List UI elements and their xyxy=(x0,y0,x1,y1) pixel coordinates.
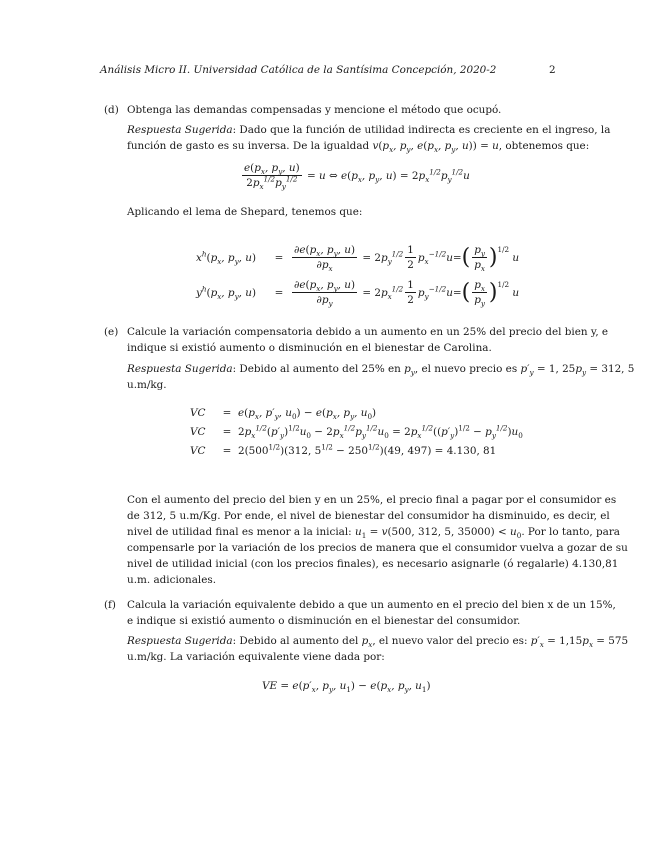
equation-vc-1: VC = $e(p_x$, $p'_y$, $u_0) - e(p_x$, $p_y$, $u_0$) xyxy=(190,407,377,422)
page-number: 2 xyxy=(549,64,556,76)
item-e-answer-line-2: u.m/kg. xyxy=(127,379,167,391)
equation-ve: VE = $e(p'_x$, $p_y$, $u_1) - e(p_x$, $p_y$, $u_1$) xyxy=(262,680,431,695)
equation-vc-3: VC = $2(500^{1/2})(312$, $5^{1/2} - 250^{1/2})(49$, 497) = 4.130, 81 xyxy=(190,442,497,457)
item-d-label: (d) xyxy=(104,104,119,116)
item-d-answer-line-1: Respuesta Sugerida: Dado que la función de utilidad indirecta es creciente en el ingreso, la xyxy=(127,124,611,136)
equation-expenditure: $\frac{e(p_x, p_y, u)}{2p_x^{1/2}p_y^{1/2}}$ = u ⇔ e ( $p_x$, $p_y$, u ) = 2 $p_x^{1/2}p_y^{1/2}u$ xyxy=(244,162,470,192)
item-f-answer-line-1: Respuesta Sugerida: Debido al aumento del $p_x$, el nuevo valor del precio es: $p'_x = 1,15p_x = 575$ xyxy=(127,635,629,650)
item-f-question-line-1: Calcula la variación equivalente debido a que un aumento en el precio del bien x de un 15%, xyxy=(127,599,616,611)
item-d-answer-line-2: función de gasto es su inversa. De la igualdad $v(p_x$, $p_y$, $e(p_x$, $p_y$, u)) = u, obtenemos que: xyxy=(127,140,590,155)
answer-label: Respuesta Sugerida xyxy=(127,363,233,375)
answer-label: Respuesta Sugerida xyxy=(127,124,233,136)
item-e-answer-line-1: Respuesta Sugerida: Debido al aumento del 25% en $p_y$, el nuevo precio es $p'_y = 1$, $25p_y = 312$, 5 xyxy=(127,363,635,378)
item-f-answer-line-2: u.m/kg. La variación equivalente viene dada por: xyxy=(127,651,385,663)
equation-vc-2: VC = $2p_x^{1/2}(p'_y)^{1/2}u_0 - 2p_x^{1/2}p_y^{1/2}u_0 = 2p_x^{1/2}((p'_y)^{1/2} - p_y^{1/2})u_0$ xyxy=(190,423,523,441)
item-e-question-line-1: Calcule la variación compensatoria debido a un aumento en un 25% del precio del bien y, e xyxy=(127,326,609,338)
item-e-question-line-2: indique si existió aumento o disminución en el bienestar de Carolina. xyxy=(127,342,492,354)
equation-hicks-y: $y^h(p_x$, $p_y$, u) = $\frac{\partial e(p_x, p_y, u)}{\partial p_y}$ = 2 $p_x^{1/2}$ $\frac{1}{2}$ $p_y^{-1/2}u$ = ( $\frac{p_x}{p_y}$ ) $^{1/2}$ u xyxy=(196,279,520,309)
answer-label: Respuesta Sugerida xyxy=(127,635,233,647)
item-d-question: Obtenga las demandas compensadas y mencione el método que ocupó. xyxy=(127,104,502,116)
item-e-para-line-5: nivel de utilidad inicial (con los precios finales), es necesario asignarle (ó regalarle) 4.130,81 xyxy=(127,558,619,570)
item-e-label: (e) xyxy=(104,326,119,338)
running-header: Análisis Micro II. Universidad Católica de la Santísima Concepción, 2020-2 xyxy=(100,64,497,76)
item-f-label: (f) xyxy=(104,599,116,611)
item-e-para-line-1: Con el aumento del precio del bien y en un 25%, el precio final a pagar por el consumidor es xyxy=(127,494,617,506)
item-f-question-line-2: e indique si existió aumento o disminución en el bienestar del consumidor. xyxy=(127,615,521,627)
item-d-shepard: Aplicando el lema de Shepard, tenemos que: xyxy=(127,206,363,218)
item-e-para-line-2: de 312, 5 u.m/Kg. Por ende, el nivel de bienestar del consumidor ha disminuido, es decir, el xyxy=(127,510,610,522)
inline-math-identity: v xyxy=(372,140,379,152)
item-e-para-line-4: compensarle por la variación de los precios de manera que el consumidor vuelva a gozar de su xyxy=(127,542,628,554)
item-e-para-line-6: u.m. adicionales. xyxy=(127,574,217,586)
item-e-para-line-3: nivel de utilidad final es menor a la inicial: $u_1 = v(500$, 312, 5, $35000) < u_0$. Por lo tanto, para xyxy=(127,526,621,541)
equation-hicks-x: $x^h(p_x$, $p_y$, u) = $\frac{\partial e(p_x, p_y, u)}{\partial p_x}$ = 2 $p_y^{1/2}$ $\frac{1}{2}$ $p_x^{-1/2}u$ = ( $\frac{p_y}{p_x}$ ) $^{1/2}$ u xyxy=(196,244,520,274)
